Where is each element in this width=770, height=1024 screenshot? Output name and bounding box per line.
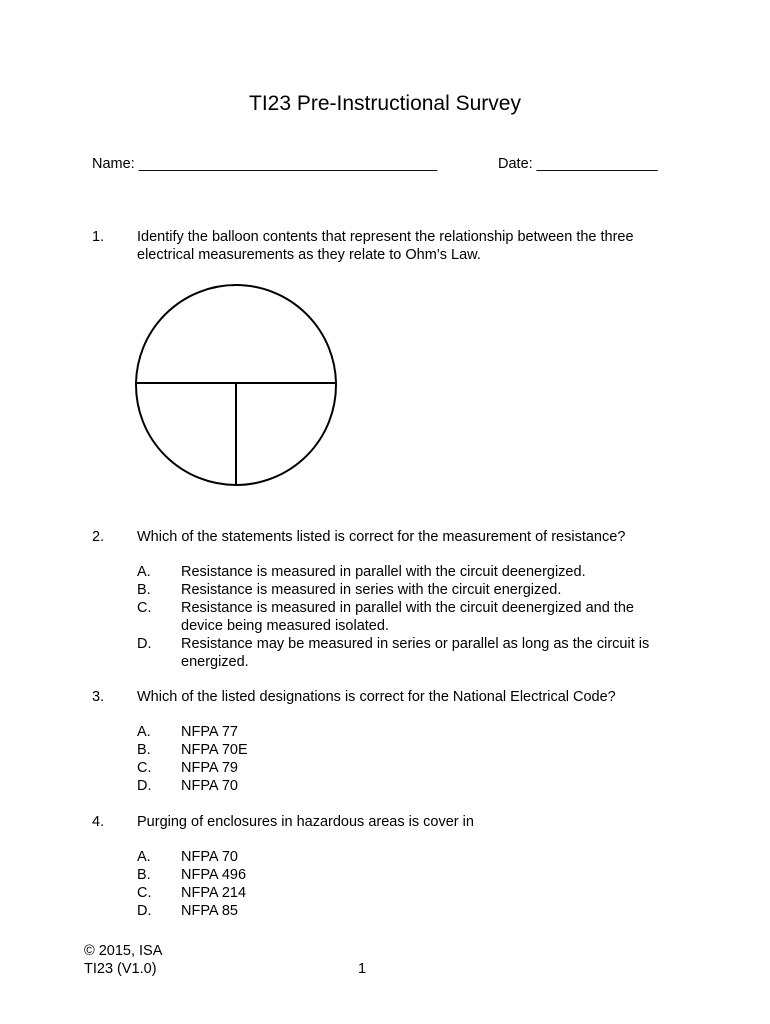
option-letter: D. (137, 778, 152, 794)
question-text-line: Which of the statements listed is correct for the measurement of resistance? (137, 529, 626, 545)
document-id: TI23 (V1.0) (84, 961, 157, 977)
option-letter: B. (137, 582, 151, 598)
option-text: NFPA 70E (181, 742, 248, 758)
option-text: Resistance is measured in parallel with the circuit deenergized and the (181, 600, 634, 616)
option-text: NFPA 77 (181, 724, 238, 740)
option-letter: D. (137, 903, 152, 919)
option-letter: A. (137, 849, 151, 865)
question-number: 2. (92, 529, 105, 545)
option-text: NFPA 214 (181, 885, 247, 901)
option-text: energized. (181, 654, 249, 670)
question-text-line: electrical measurements as they relate to Ohm’s Law. (137, 247, 481, 263)
option-text: Resistance is measured in parallel with the circuit deenergized. (181, 564, 586, 580)
option-text: device being measured isolated. (181, 618, 389, 634)
date-field-label: Date: _______________ (498, 156, 658, 172)
option-text: NFPA 70 (181, 849, 238, 865)
option-text: NFPA 70 (181, 778, 238, 794)
question-text-line: Identify the balloon contents that represent the relationship between the three (137, 229, 634, 245)
copyright-text: © 2015, ISA (84, 943, 163, 959)
ohms-law-balloon-diagram (134, 283, 340, 489)
question-number: 4. (92, 814, 105, 830)
option-text: NFPA 79 (181, 760, 238, 776)
page-title: TI23 Pre-Instructional Survey (249, 92, 521, 115)
question-number: 3. (92, 689, 105, 705)
page-number: 1 (358, 961, 367, 977)
option-letter: C. (137, 600, 152, 616)
option-letter: D. (137, 636, 152, 652)
option-text: Resistance may be measured in series or parallel as long as the circuit is (181, 636, 650, 652)
option-letter: C. (137, 760, 152, 776)
option-letter: B. (137, 742, 151, 758)
option-letter: A. (137, 564, 151, 580)
question-text-line: Purging of enclosures in hazardous areas is cover in (137, 814, 474, 830)
name-field-label: Name: _____________________________________ (92, 156, 438, 172)
question-text-line: Which of the listed designations is correct for the National Electrical Code? (137, 689, 616, 705)
option-letter: A. (137, 724, 151, 740)
option-letter: B. (137, 867, 151, 883)
option-text: Resistance is measured in series with the circuit energized. (181, 582, 562, 598)
option-text: NFPA 496 (181, 867, 247, 883)
option-text: NFPA 85 (181, 903, 238, 919)
question-number: 1. (92, 229, 105, 245)
footer-copyright (84, 942, 162, 978)
option-letter: C. (137, 885, 152, 901)
